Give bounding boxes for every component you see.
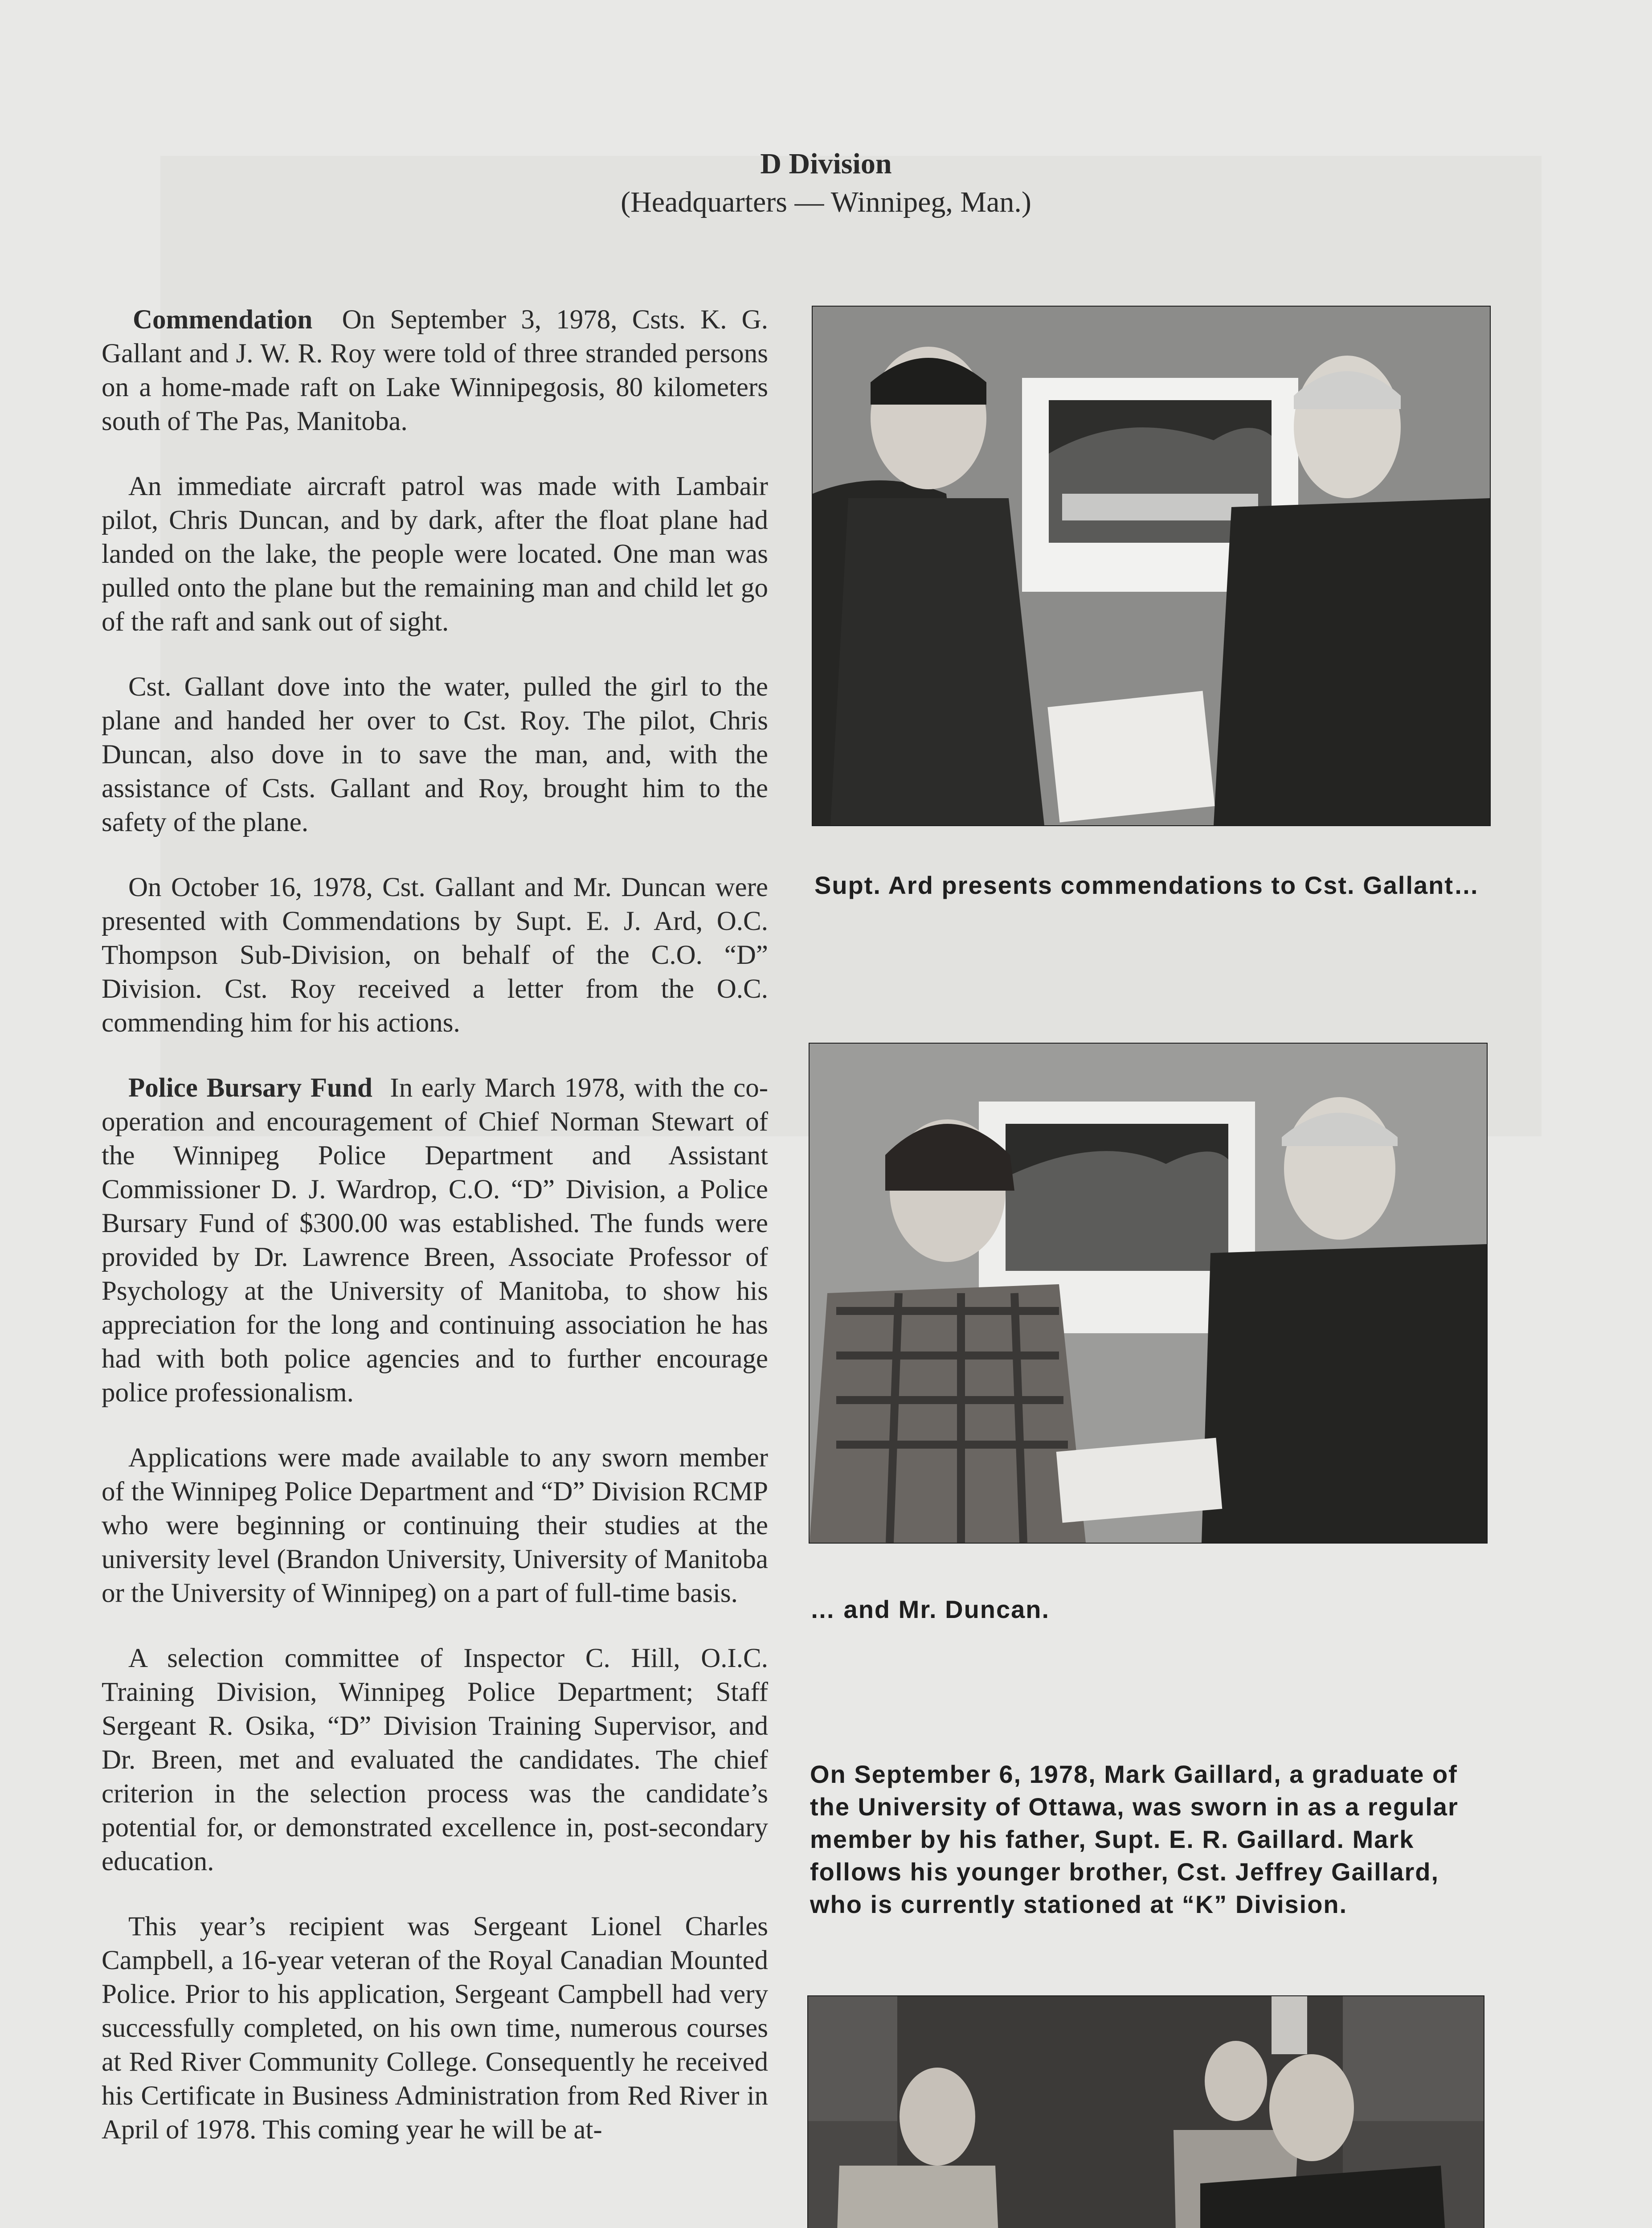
page-header xyxy=(0,145,1652,221)
photo-ard-gallant xyxy=(812,306,1491,826)
paragraph-recipient: This year’s recipient was Sergeant Lionel Charles Campbell, a 16-year veteran of the Royal Canadian Mounted Police. Prior to his application, Sergeant Campbell had very successfully completed, on his own time, numerous courses at Red River Community College. Consequently he received his Certificate in Business Administration from Red River in April of 1978. This coming year he will be at- xyxy=(102,1912,768,2145)
section-lead-commendation: Commendation xyxy=(133,305,313,335)
division-title: D Division xyxy=(760,147,892,180)
paragraph-text: On September 3, 1978, Csts. K. G. Gallant and J. W. R. Roy were told of three stranded persons on a home-made raft on Lake Winnipegosis, 80 kilometers south of The Pas, Manitoba. xyxy=(102,305,768,436)
paragraph-presentation: On October 16, 1978, Cst. Gallant and Mr. Duncan were presented with Commendations by Supt. E. J. Ard, O.C. Thompson Sub-Division, on behalf of the C.O. “D” Division. Cst. Roy received a letter from the O.C. commending him for his actions. xyxy=(102,872,768,1038)
section-lead-bursary: Police Bursary Fund xyxy=(128,1073,372,1103)
paragraph-bursary xyxy=(102,1071,768,1410)
caption-photo-2: … and Mr. Duncan. xyxy=(810,1595,1050,1623)
paragraph-rescue: Cst. Gallant dove into the water, pulled the girl to the plane and handed her over to Cst. Roy. The pilot, Chris Duncan, also dove in to save the man, and, with the assistance of Csts. Gallant and Roy, brought him to the safety of the plane. xyxy=(102,672,768,837)
photo-gaillard-swearing-in xyxy=(807,1995,1484,2228)
photo-duncan xyxy=(809,1043,1488,1544)
paragraph-commendation xyxy=(102,303,768,438)
article-column xyxy=(102,303,768,2178)
caption-photo-1: Supt. Ard presents commendations to Cst. Gallant… xyxy=(814,871,1480,899)
paragraph-applications: Applications were made available to any sworn member of the Winnipeg Police Department and “D” Division RCMP who were beginning or continuing their studies at the university level (Brandon University, University of Manitoba or the University of Winnipeg) on a part of full-time basis. xyxy=(102,1443,768,1608)
paragraph-selection: A selection committee of Inspector C. Hill, O.I.C. Training Division, Winnipeg Police Department; Staff Sergeant R. Osika, “D” Division Training Supervisor, and Dr. Breen, met and evaluated the candidates. The chief criterion in the selection process was the candidate’s potential for, or demonstrated excellence in, post-secondary education. xyxy=(102,1643,768,1876)
caption-photo-3: On September 6, 1978, Mark Gaillard, a graduate of the University of Ottawa, was sworn in as a regular member by his father, Supt. E. R. Gaillard. Mark follows his younger brother, Cst. Jeffrey Gaillard, who is currently stationed at “K” Division. xyxy=(810,1760,1459,1918)
paragraph-text: In early March 1978, with the co-operation and encouragement of Chief Norman Stewart of the Winnipeg Police Department and Assistant Commissioner D. J. Wardrop, C.O. “D” Division, a Police Bursary Fund of $300.00 was established. The funds were provided by Dr. Lawrence Breen, Associate Professor of Psychology at the University of Manitoba, to show his appreciation for the long and continuing association he has had with both police agencies and to further encourage police professionalism. xyxy=(102,1073,769,1408)
paragraph-aircraft-patrol: An immediate aircraft patrol was made with Lambair pilot, Chris Duncan, and by dark, after the float plane had landed on the lake, the people were located. One man was pulled onto the plane but the remaining man and child let go of the raft and sank out of sight. xyxy=(102,471,768,637)
division-subtitle: (Headquarters — Winnipeg, Man.) xyxy=(621,186,1031,218)
